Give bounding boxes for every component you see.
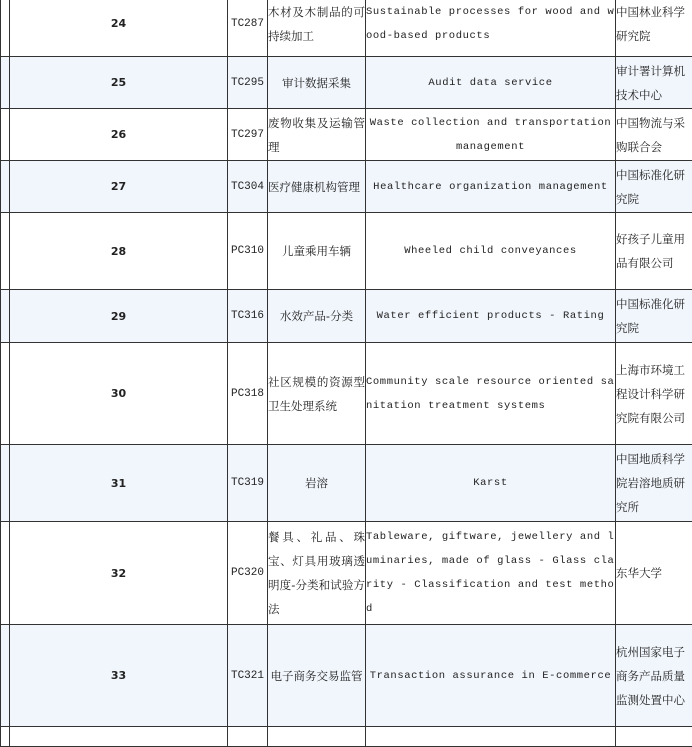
english-name-cell: Wheeled child conveyances (366, 213, 616, 290)
row-gutter-cell (1, 343, 10, 445)
row-gutter-cell (1, 727, 10, 747)
table-row (1, 161, 692, 213)
seq-cell: 27 (10, 161, 228, 213)
table-row (1, 522, 692, 625)
seq-cell: 24 (10, 0, 228, 57)
chinese-name-cell: 儿童乘用车辆 (268, 213, 366, 290)
seq-cell: 32 (10, 522, 228, 625)
secretariat-cell: 杭州国家电子商务产品质量监测处置中心 (616, 625, 692, 727)
row-gutter-cell (1, 57, 10, 109)
english-name-cell: Karst (366, 445, 616, 522)
tc-code-cell: TC304 (228, 161, 268, 213)
chinese-name-cell: 水效产品-分类 (268, 290, 366, 343)
english-name-cell: Tableware, giftware, jewellery and luminaries, made of glass - Glass clarity - Classification and test method (366, 522, 616, 625)
secretariat-cell: 审计署计算机技术中心 (616, 57, 692, 109)
tc-code-cell: TC287 (228, 0, 268, 57)
chinese-name-cell: 岩溶 (268, 445, 366, 522)
seq-cell (10, 727, 228, 747)
row-gutter-cell (1, 522, 10, 625)
tc-code-cell: TC297 (228, 109, 268, 161)
chinese-name-cell: 电子商务交易监管 (268, 625, 366, 727)
chinese-name-cell: 社区规模的资源型卫生处理系统 (268, 343, 366, 445)
table-row (1, 625, 692, 727)
english-name-cell (366, 727, 616, 747)
row-gutter-cell (1, 109, 10, 161)
english-name-cell: Audit data service (366, 57, 616, 109)
table-row (1, 213, 692, 290)
tc-code-cell: TC319 (228, 445, 268, 522)
table-row (1, 445, 692, 522)
secretariat-cell: 中国标准化研究院 (616, 290, 692, 343)
tc-code-cell: PC318 (228, 343, 268, 445)
tc-code-cell: PC320 (228, 522, 268, 625)
seq-cell: 29 (10, 290, 228, 343)
chinese-name-cell: 审计数据采集 (268, 57, 366, 109)
english-name-cell: Water efficient products - Rating (366, 290, 616, 343)
seq-cell: 31 (10, 445, 228, 522)
english-name-cell: Healthcare organization management (366, 161, 616, 213)
secretariat-cell: 中国物流与采购联合会 (616, 109, 692, 161)
chinese-name-cell (268, 727, 366, 747)
seq-cell: 26 (10, 109, 228, 161)
chinese-name-cell: 废物收集及运输管理 (268, 109, 366, 161)
row-gutter-cell (1, 161, 10, 213)
tc-code-cell (228, 727, 268, 747)
row-gutter-cell (1, 213, 10, 290)
secretariat-cell (616, 727, 692, 747)
table-row (1, 0, 692, 57)
table-row (1, 109, 692, 161)
secretariat-cell: 中国林业科学研究院 (616, 0, 692, 57)
chinese-name-cell: 餐具、礼品、珠宝、灯具用玻璃透明度-分类和试验方法 (268, 522, 366, 625)
english-name-cell: Transaction assurance in E-commerce (366, 625, 616, 727)
secretariat-cell: 中国标准化研究院 (616, 161, 692, 213)
secretariat-cell: 好孩子儿童用品有限公司 (616, 213, 692, 290)
row-gutter-cell (1, 290, 10, 343)
table-row (1, 727, 692, 747)
english-name-cell: Community scale resource oriented sanitation treatment systems (366, 343, 616, 445)
row-gutter-cell (1, 0, 10, 57)
row-gutter-cell (1, 445, 10, 522)
tc-code-cell: TC316 (228, 290, 268, 343)
seq-cell: 30 (10, 343, 228, 445)
table-row (1, 57, 692, 109)
english-name-cell: Waste collection and transportation management (366, 109, 616, 161)
secretariat-cell: 东华大学 (616, 522, 692, 625)
tc-code-cell: PC310 (228, 213, 268, 290)
table-row (1, 343, 692, 445)
row-gutter-cell (1, 625, 10, 727)
seq-cell: 28 (10, 213, 228, 290)
secretariat-cell: 中国地质科学院岩溶地质研究所 (616, 445, 692, 522)
seq-cell: 25 (10, 57, 228, 109)
chinese-name-cell: 木材及木制品的可持续加工 (268, 0, 366, 57)
secretariat-cell: 上海市环境工程设计科学研究院有限公司 (616, 343, 692, 445)
table-row (1, 290, 692, 343)
english-name-cell: Sustainable processes for wood and wood-based products (366, 0, 616, 57)
tc-code-cell: TC321 (228, 625, 268, 727)
seq-cell: 33 (10, 625, 228, 727)
tc-code-cell: TC295 (228, 57, 268, 109)
chinese-name-cell: 医疗健康机构管理 (268, 161, 366, 213)
